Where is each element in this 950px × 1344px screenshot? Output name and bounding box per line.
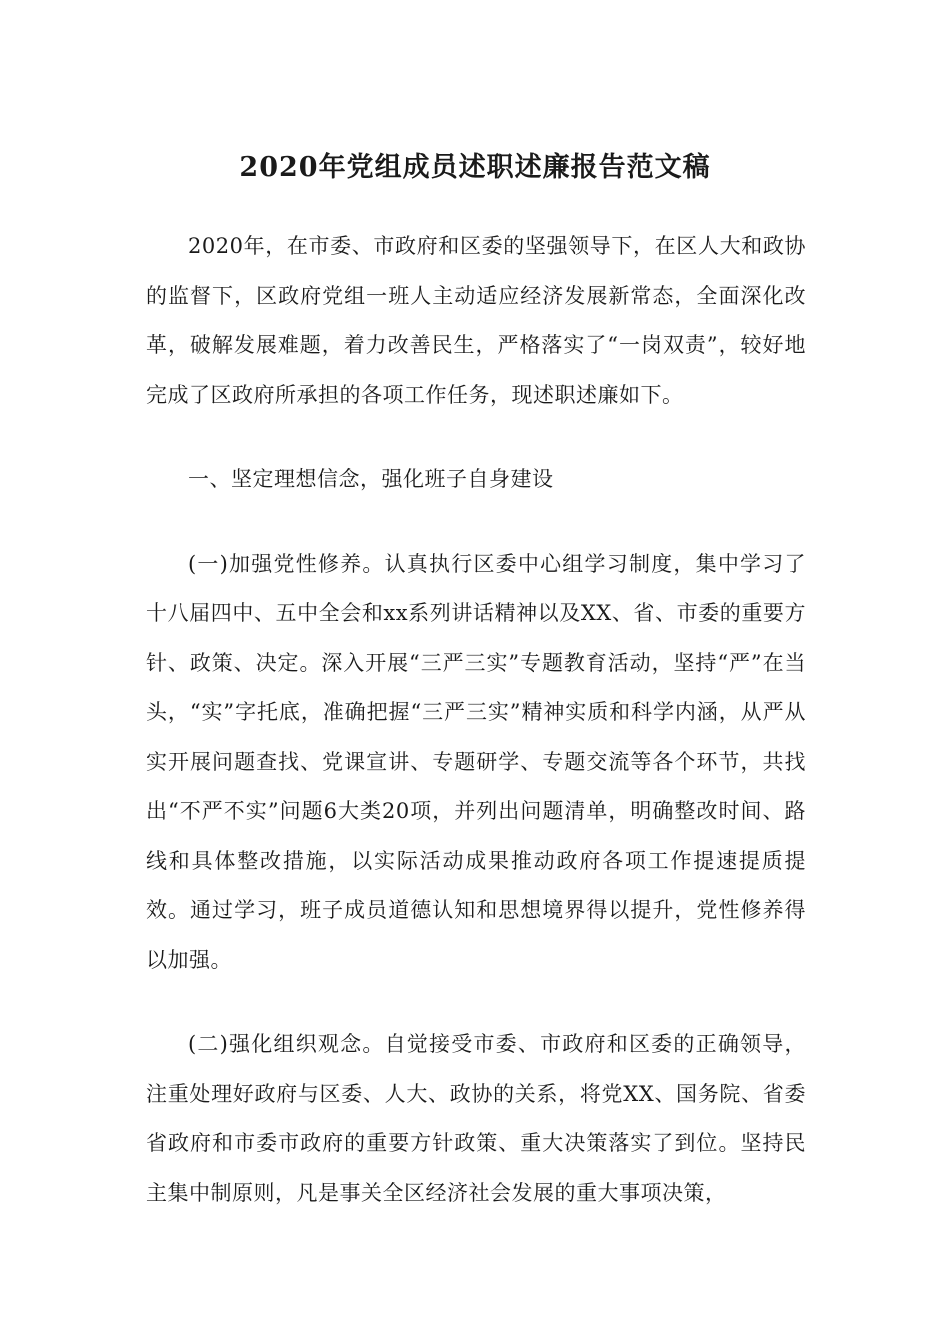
section-heading-1: 一、坚定理想信念，强化班子自身建设 — [188, 467, 554, 491]
subsection-paragraph-2: (二)强化组织观念。自觉接受市委、市政府和区委的正确领导，注重处理好政府与区委、人大、政协的关系，将党XX、国务院、省委省政府和市委市政府的重要方针政策、重大决策落实了到位。坚持民主集中制原则，凡是事关全区经济社会发展的重大事项决策， — [146, 1032, 806, 1205]
intro-paragraph: 2020年，在市委、市政府和区委的坚强领导下，在区人大和政协的监督下，区政府党组一班人主动适应经济发展新常态，全面深化改革，破解发展难题，着力改善民生，严格落实了“一岗双责”，较好地完成了区政府所承担的各项工作任务，现述职述廉如下。 — [146, 234, 806, 407]
document-title: 2020年党组成员述职述廉报告范文稿 — [239, 152, 711, 183]
document-body — [146, 222, 806, 1253]
subsection-paragraph-1: (一)加强党性修养。认真执行区委中心组学习制度，集中学习了十八届四中、五中全会和xx系列讲话精神以及XX、省、市委的重要方针、政策、决定。深入开展“三严三实”专题教育活动，坚持“严”在当头，“实”字托底，准确把握“三严三实”精神实质和科学内涵，从严从实开展问题查找、党课宣讲、专题研学、专题交流等各个环节，共找出“不严不实”问题6大类20项，并列出问题清单，明确整改时间、路线和具体整改措施，以实际活动成果推动政府各项工作提速提质提效。通过学习，班子成员道德认知和思想境界得以提升，党性修养得以加强。 — [146, 551, 806, 972]
